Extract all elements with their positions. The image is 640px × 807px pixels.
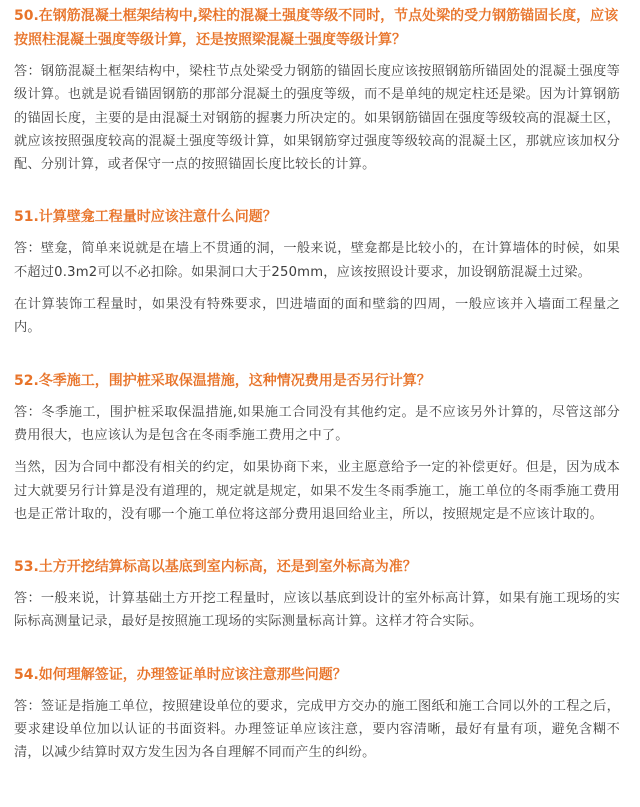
question-heading: 50.在钢筋混凝土框架结构中,梁柱的混凝土强度等级不同时，节点处梁的受力钢筋锚固长度，应该按照柱混凝土强度等级计算，还是按照梁混凝土强度等级计算？ [14,8,619,48]
question-heading: 52.冬季施工，围护桩采取保温措施，这种情况费用是否另行计算？ [14,372,431,389]
section-spacer [14,643,620,663]
qa-section-53 [14,555,620,634]
answer-paragraph: 答：壁龛，简单来说就是在墙上不贯通的洞，一般来说，壁龛都是比较小的，在计算墙体的时候，如果不超过0.3m2可以不必扣除。如果洞口大于250mm，应该按照设计要求，加设钢筋混凝土过梁。 [14,241,620,280]
qa-section-52 [14,369,620,526]
answer-paragraph: 答：签证是指施工单位，按照建设单位的要求，完成甲方交办的施工图纸和施工合同以外的工程之后，要求建设单位加以认证的书面资料。办理签证单应该注意，要内容清晰，最好有量有项，避免含糊不清，以减少结算时双方发生因为各自理解不同而产生的纠纷。 [14,698,620,761]
section-spacer [14,349,620,369]
section-spacer [14,185,620,205]
question-heading: 51.计算壁龛工程量时应该注意什么问题？ [14,209,277,226]
qa-section-54 [14,663,620,765]
answer-paragraph: 答：一般来说，计算基础土方开挖工程量时，应该以基底到设计的室外标高计算，如果有施工现场的实际标高测量记录，最好是按照施工现场的实际测量标高计算。这样才符合实际。 [14,591,620,630]
question-heading: 54.如何理解签证，办理签证单时应该注意那些问题？ [14,666,347,683]
answer-paragraph: 答：钢筋混凝土框架结构中，梁柱节点处梁受力钢筋的锚固长度应该按照钢筋所锚固处的混凝土强度等级计算。也就是说看锚固钢筋的那部分混凝土的强度等级，而不是单纯的规定柱还是梁。因为计算钢筋的锚固长度，主要的是由混凝土对钢筋的握裹力所决定的。如果钢筋锚固在强度等级较高的混凝土区，就应该按照强度较高的混凝土强度等级计算，如果钢筋穿过强度等级较高的混凝土区，那就应该加权分配、分别计算，或者保守一点的按照锚固长度比较长的计算。 [14,64,620,173]
answer-paragraph: 当然，因为合同中都没有相关的约定，如果协商下来，业主愿意给予一定的补偿更好。但是，因为成本过大就要另行计算是没有道理的，规定就是规定，如果不发生冬雨季施工，施工单位的冬雨季施工费用也是正常计取的，没有哪一个施工单位将这部分费用退回给业主，所以，按照规定是不应该计取的。 [14,460,620,522]
qa-section-50 [14,4,620,176]
answer-paragraph: 在计算装饰工程量时，如果没有特殊要求，凹进墙面的面和壁翁的四周，一般应该并入墙面工程量之内。 [14,297,620,336]
answer-paragraph: 答：冬季施工，围护桩采取保温措施,如果施工合同没有其他约定。是不应该另外计算的，尽管这部分费用很大，也应该认为是包含在冬雨季施工费用之中了。 [14,404,620,443]
qa-section-51 [14,205,620,339]
section-spacer [14,535,620,555]
question-heading: 53.土方开挖结算标高以基底到室内标高，还是到室外标高为准？ [14,559,417,576]
